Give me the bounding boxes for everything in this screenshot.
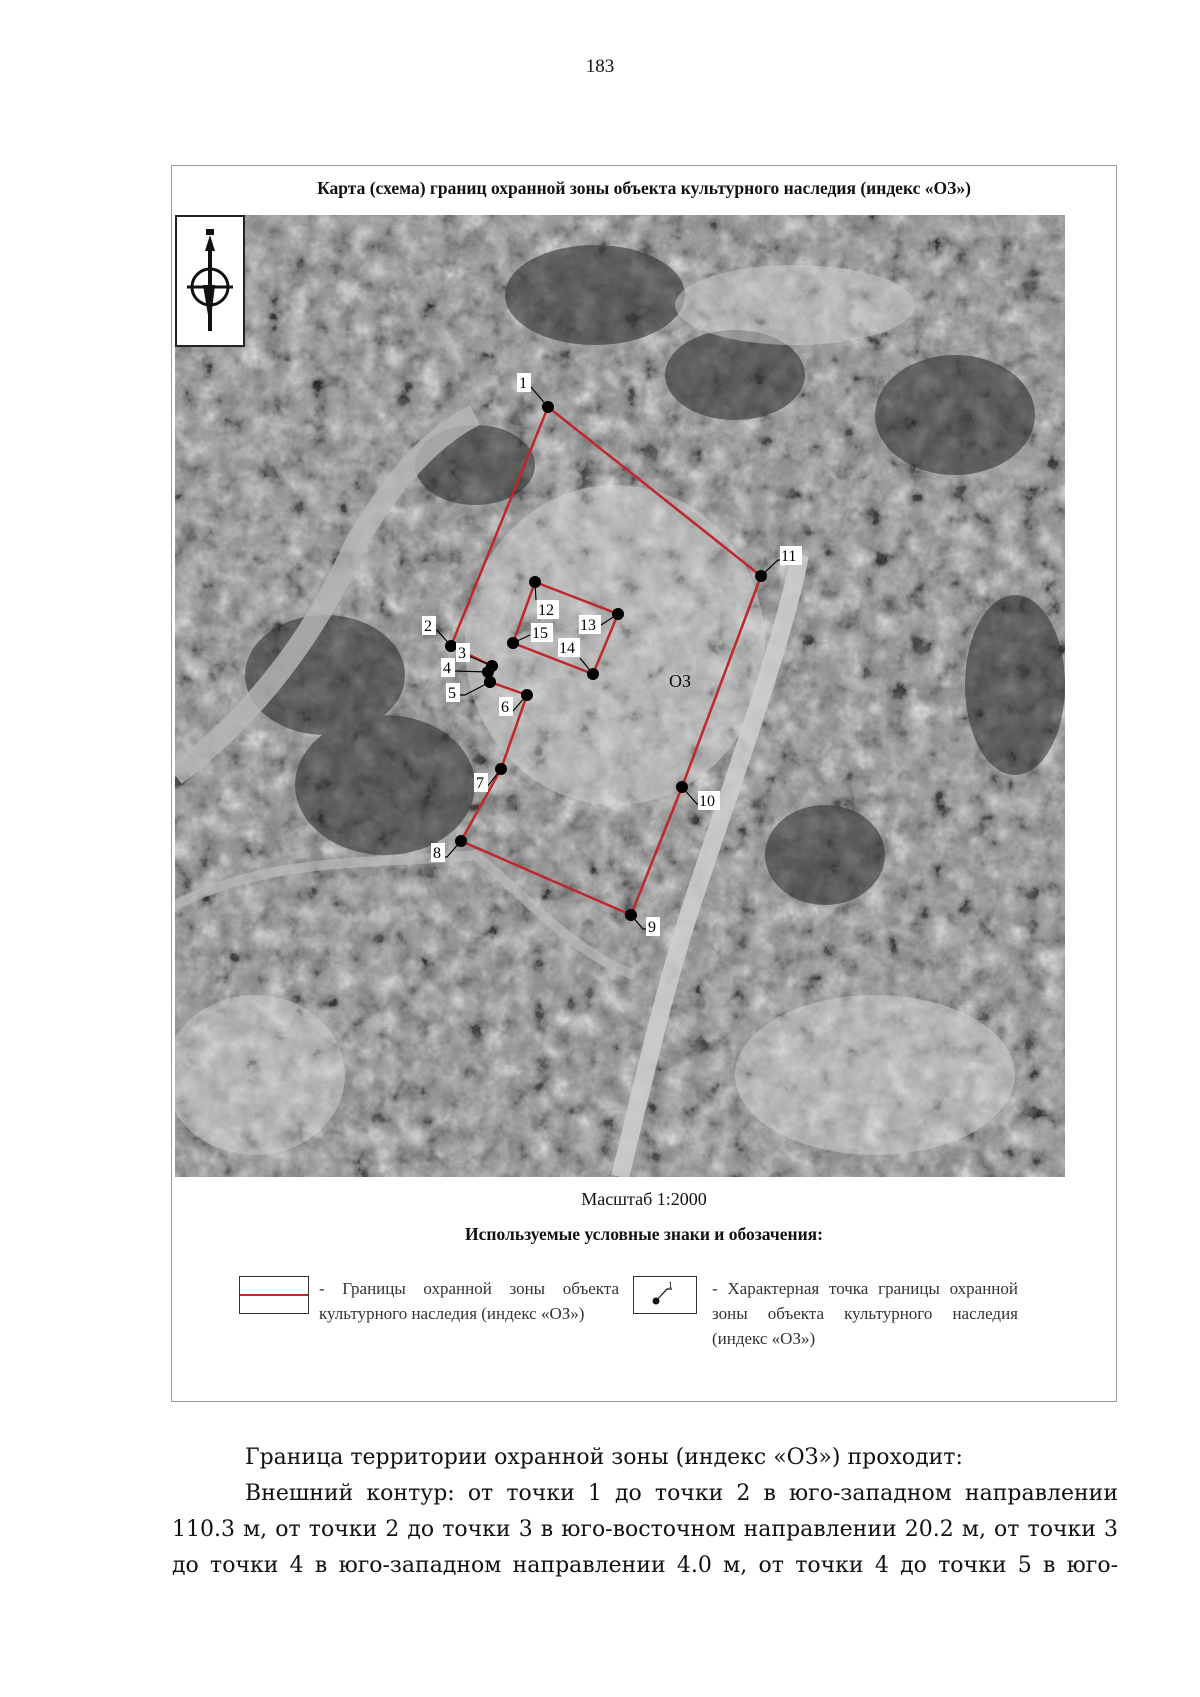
body-paragraph: Внешний контур: от точки 1 до точки 2 в юго-западном направлении 110.3 м, от точки 2 до точки 3 в юго-восточном направлении 20.2 м, от точки 3 до точки 4 в юго-западном направлении 4.0 м, от точки 4 до точки 5 в юго- <box>172 1481 1118 1578</box>
body-heading: Граница территории охранной зоны (индекс «ОЗ») проходит: <box>245 1445 963 1470</box>
point-2-label: 2 <box>424 618 432 635</box>
map-title: Карта (схема) границ охранной зоны объекта культурного наследия (индекс «ОЗ») <box>317 178 971 198</box>
legend-point-text: - Характерная точка границы охранной зоны объекта культурного наследия (индекс «ОЗ») <box>712 1279 1018 1348</box>
point-7-label: 7 <box>476 775 484 792</box>
point-15-label: 15 <box>532 625 548 642</box>
body-text <box>172 1440 1118 1584</box>
page-number: 183 <box>585 56 615 77</box>
point-10-label: 10 <box>699 793 715 810</box>
map-scale: Масштаб 1:2000 <box>581 1189 707 1209</box>
point-9-label: 9 <box>648 919 656 936</box>
point-4-label: 4 <box>443 660 451 677</box>
aerial-photo <box>175 215 1065 1177</box>
map-figure <box>171 165 1117 1402</box>
point-13-label: 13 <box>580 617 596 634</box>
point-11-label: 11 <box>781 548 797 565</box>
point-3-label: 3 <box>458 645 466 662</box>
point-1-label: 1 <box>519 375 527 392</box>
point-14-label: 14 <box>559 640 575 657</box>
point-8-label: 8 <box>433 845 441 862</box>
legend-title: Используемые условные знаки и обозачения: <box>465 1224 823 1244</box>
boundary-points <box>445 401 767 921</box>
legend-point-sample-label: 1 <box>668 1280 673 1290</box>
zone-label: ОЗ <box>669 671 692 691</box>
point-6-label: 6 <box>501 699 509 716</box>
point-12-label: 12 <box>538 602 554 619</box>
legend-boundary-swatch <box>239 1276 309 1314</box>
point-5-label: 5 <box>448 685 456 702</box>
legend-boundary-text: - Границы охранной зоны объекта культурного наследия (индекс «ОЗ») <box>319 1279 619 1323</box>
north-arrow-icon <box>175 215 245 347</box>
legend-point-swatch <box>633 1276 697 1314</box>
zone-boundary <box>451 407 761 915</box>
